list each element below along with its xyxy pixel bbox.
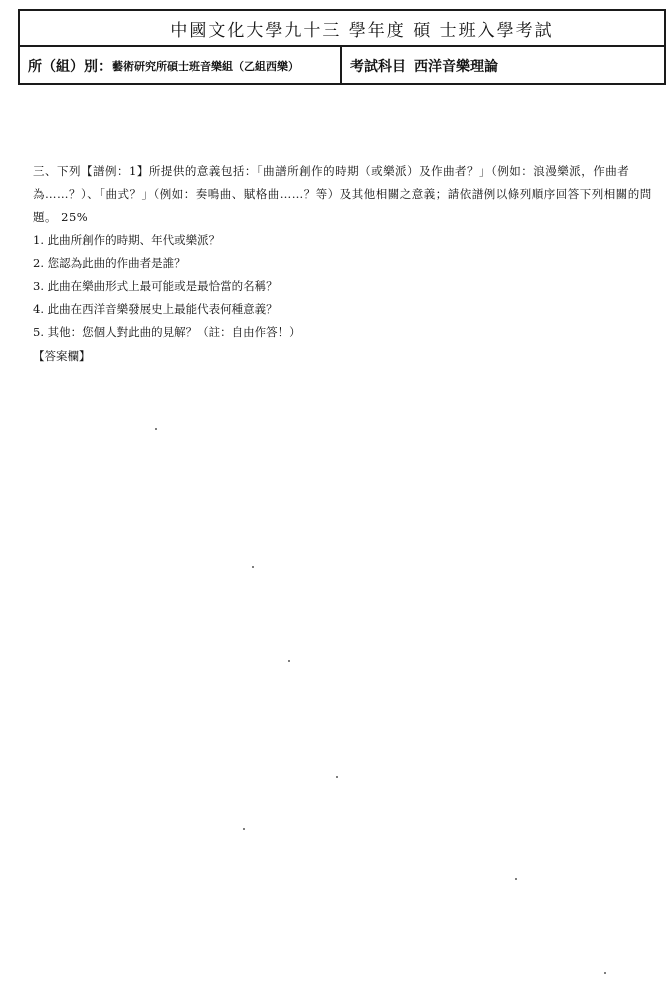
scan-speck xyxy=(288,660,290,662)
question-item-5: 5. 其他：您個人對此曲的見解？（註：自由作答！） xyxy=(33,325,301,339)
scan-speck xyxy=(252,566,254,568)
scan-speck xyxy=(604,972,606,974)
question-list xyxy=(33,229,661,344)
subject-label: 考試科目 xyxy=(350,59,406,75)
department-value: 藝術研究所碩士班音樂組（乙組西樂） xyxy=(112,60,299,73)
department-label: 所（組）別： xyxy=(28,59,112,75)
question-item-3: 3. 此曲在樂曲形式上最可能或是最恰當的名稱？ xyxy=(33,279,278,293)
question-item-4: 4. 此曲在西洋音樂發展史上最能代表何種意義？ xyxy=(33,302,278,316)
exam-header-table xyxy=(18,9,666,85)
answer-area-label: 【答案欄】 xyxy=(33,349,91,363)
exam-title-row xyxy=(20,11,664,47)
question-intro: 三、下列【譜例：1】所提供的意義包括：「曲譜所創作的時期（或樂派）及作曲者？」（例如：浪漫樂派，作曲者為……？）、「曲式？」（例如：奏鳴曲、賦格曲……？等）及其他相關之意義；請依譜例以條列順序回答下列相關的問題。 25% xyxy=(33,164,652,224)
exam-info-row xyxy=(20,47,664,85)
question-item-2: 2. 您認為此曲的作曲者是誰？ xyxy=(33,256,186,270)
department-cell xyxy=(20,47,342,85)
scan-speck xyxy=(515,878,517,880)
scan-speck xyxy=(336,776,338,778)
subject-cell xyxy=(342,47,664,85)
question-item-1: 1. 此曲所創作的時期、年代或樂派？ xyxy=(33,233,221,247)
scan-speck xyxy=(155,428,157,430)
question-section xyxy=(33,160,661,368)
exam-title: 中國文化大學九十三 學年度 碩 士班入學考試 xyxy=(170,20,554,41)
scan-speck xyxy=(243,828,245,830)
subject-value: 西洋音樂理論 xyxy=(414,59,498,75)
